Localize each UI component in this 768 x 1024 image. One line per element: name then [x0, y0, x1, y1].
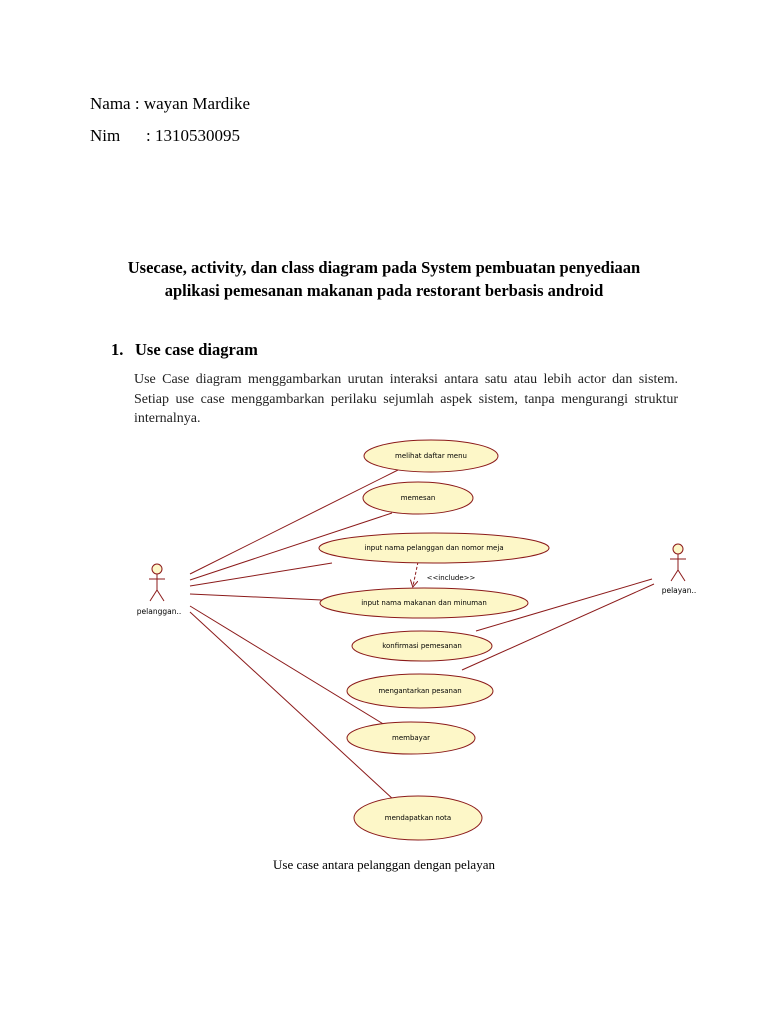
name-field: Nama : wayan Mardike — [90, 94, 251, 113]
document-title-line-2: aplikasi pemesanan makanan pada restorant berbasis android — [164, 281, 604, 300]
usecase-input-makanan-label: input nama makanan dan minuman — [361, 599, 487, 607]
section-heading: Use case diagram — [135, 340, 258, 359]
assoc-input-pelanggan — [190, 563, 332, 586]
actor-pelayan-label: pelayan.. — [661, 586, 697, 595]
usecase-nota-label: mendapatkan nota — [384, 814, 452, 822]
left-actor-associations — [190, 470, 398, 800]
usecase-konfirmasi-label: konfirmasi pemesanan — [382, 642, 462, 650]
document-title-line-1: Usecase, activity, dan class diagram pada System pembuatan penyediaan — [127, 258, 641, 277]
usecase-mengantarkan-label: mengantarkan pesanan — [378, 687, 462, 695]
usecase-melihat-label: melihat daftar menu — [395, 452, 467, 460]
include-arrow — [413, 562, 418, 586]
section-number: 1. — [111, 340, 124, 359]
include-label: <<include>> — [426, 574, 476, 582]
nim-label: Nim — [90, 126, 121, 145]
assoc-input-makanan — [190, 594, 322, 600]
usecase-memesan-label: memesan — [400, 494, 436, 502]
actor-pelanggan-label: pelanggan.. — [136, 607, 182, 616]
section-paragraph: Use Case diagram menggambarkan urutan interaksi antara satu atau lebih actor dan sistem. Setiap use case menggambarkan perilaku sejumlah aspek sistem, tanpa mengurangi struktur internalnya. — [134, 372, 678, 426]
assoc-membayar — [190, 606, 385, 725]
actor-pelayan-icon — [670, 544, 686, 581]
usecase-membayar-label: membayar — [392, 734, 430, 742]
nim-value: : 1310530095 — [146, 126, 240, 145]
actor-pelanggan-icon — [149, 564, 165, 601]
usecase-input-pelanggan-label: input nama pelanggan dan nomor meja — [364, 544, 504, 552]
diagram-caption: Use case antara pelanggan dengan pelayan — [273, 857, 495, 872]
